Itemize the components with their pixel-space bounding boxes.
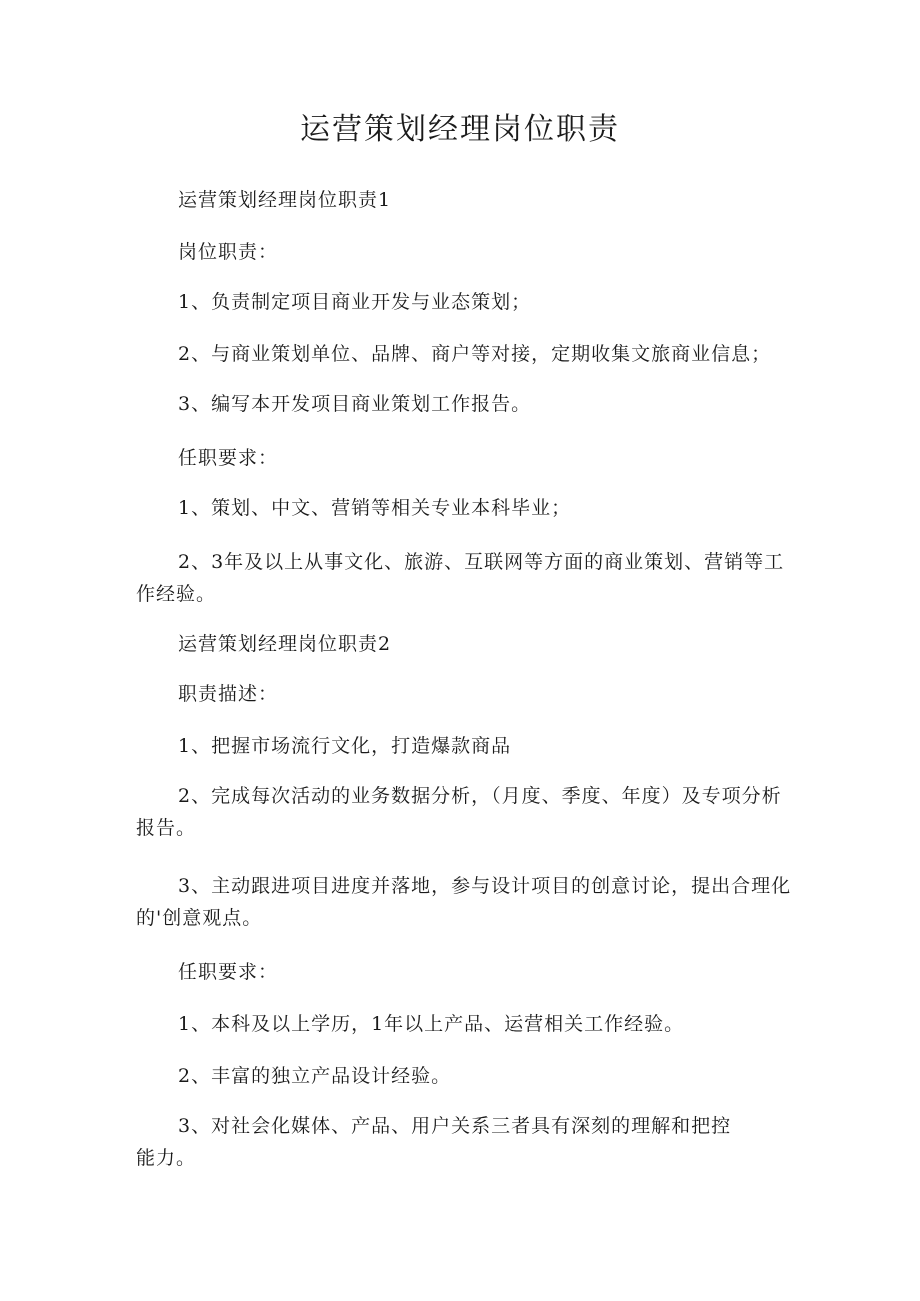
- section-heading-2: 运营策划经理岗位职责2: [178, 633, 392, 655]
- description-item-3: 3、主动跟进项目进度并落地，参与设计项目的创意讨论，提出合理化的'创意观点。: [136, 875, 792, 929]
- description-item-2: 2、完成每次活动的业务数据分析，（月度、季度、年度）及专项分析报告。: [136, 785, 782, 839]
- duty-item-3: 3、编写本开发项目商业策划工作报告。: [178, 393, 532, 415]
- subheading-requirements-1: 任职要求：: [178, 447, 279, 469]
- requirement-item-1: 1、策划、中文、营销等相关专业本科毕业；: [178, 497, 572, 519]
- requirement-item-2: 2、3年及以上从事文化、旅游、互联网等方面的商业策划、营销等工作经验。: [136, 551, 785, 605]
- requirement-item-2-3: 3、对社会化媒体、产品、用户关系三者具有深刻的理解和把控能力。: [136, 1115, 732, 1169]
- description-item-1: 1、把握市场流行文化，打造爆款商品: [178, 735, 512, 757]
- duty-item-1: 1、负责制定项目商业开发与业态策划；: [178, 291, 532, 313]
- duty-item-2: 2、与商业策划单位、品牌、商户等对接，定期收集文旅商业信息；: [178, 343, 772, 365]
- requirement-item-2-1: 1、本科及以上学历，1年以上产品、运营相关工作经验。: [178, 1013, 685, 1035]
- document-title: 运营策划经理岗位职责: [300, 112, 620, 147]
- subheading-duties: 岗位职责：: [178, 241, 279, 263]
- section-heading-1: 运营策划经理岗位职责1: [178, 189, 392, 211]
- subheading-description: 职责描述：: [178, 683, 279, 705]
- subheading-requirements-2: 任职要求：: [178, 961, 279, 983]
- requirement-item-2-2: 2、丰富的独立产品设计经验。: [178, 1065, 452, 1087]
